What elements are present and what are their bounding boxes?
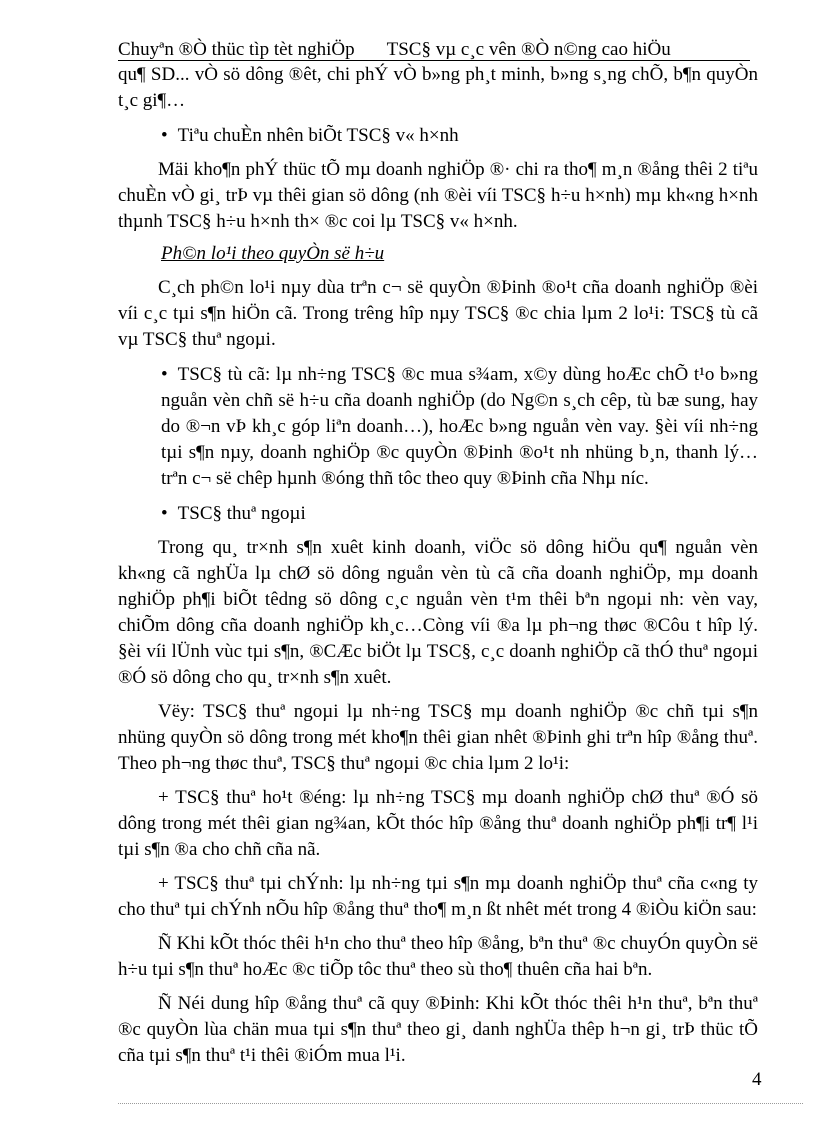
footer-dotted-rule	[118, 1103, 803, 1104]
paragraph-condition-1: Ñ Khi kÕt thóc thêi h¹n cho thuª theo hîp ®ång, bªn thuª ®c chuyÓn quyÒn së h÷u tµi s¶n thuª hoÆc ®c tiÕp tôc thuª theo sù tho¶ thuên cña hai bªn.	[118, 933, 758, 980]
paragraph-production: Trong qu¸ tr×nh s¶n xuêt kinh doanh, viÖc sö dông hiÖu qu¶ nguån vèn kh«ng cã nghÜa lµ chØ sö dông nguån vèn tù cã cña doanh nghiÖp, mµ doanh nghiÖp ph¶i biÕt têdng sö dông c¸c nguån vèn t¹m thêi bªn ngoµi nh: vèn vay, chiÕm dông cña doanh nghiÖp kh¸c…Còng víi ®a lµ ph¬ng thøc ®Côu t hîp lý. §èi víi lÜnh vùc tµi s¶n, ®CÆc biÖt lµ TSC§, c¸c doanh nghiÖp cã thÓ thuª ngoµi ®Ó sö dông cho qu¸ tr×nh s¶n xuêt.	[118, 537, 758, 688]
header-right: TSC§ vµ c¸c vên ®Ò n©ng cao hiÖu	[386, 39, 671, 60]
bullet-owned-assets: • TSC§ tù cã: lµ nh÷ng TSC§ ®c mua s¾am, x©y dùng hoÆc chÕ t¹o b»ng nguån vèn chñ së h÷u cña doanh nghiÖp (do Ng©n s¸ch cêp, tù bæ sung, hay do ®¬n vÞ kh¸c góp liªn doanh…), hoÆc b»ng nguån vèn vay. §èi víi nh÷ng tµi s¶n nµy, doanh nghiÖp ®c quyÒn ®Þinh ®o¹t nh nhüng b¸n, thanh lý… trªn c¬ së chêp hµnh ®óng thñ tôc theo quy ®Þinh cña Nhµ níc.	[118, 362, 758, 492]
paragraph-ownership: C¸ch ph©n lo¹i nµy dùa trªn c¬ së quyÒn ®Þinh ®o¹t cña doanh nghiÖp ®èi víi c¸c tµi s¶n hiÖn cã. Trong trêng hîp nµy TSC§ ®c chia lµm 2 lo¹i: TSC§ tù cã vµ TSC§ thuª ngoµi.	[118, 277, 758, 350]
paragraph-condition-2: Ñ Néi dung hîp ®ång thuª cã quy ®Þinh: Khi kÕt thóc thêi h¹n thuª, bªn thuª ®c quyÒn lùa chän mua tµi s¶n thuª theo gi¸ danh nghÜa thêp h¬n gi¸ trÞ thüc tÕ cña tµi s¶n thuª t¹i thêi ®iÓm mua l¹i.	[118, 993, 758, 1066]
paragraph-criteria: Mäi kho¶n phÝ thüc tÕ mµ doanh nghiÖp ®· chi ra tho¶ m¸n ®ång thêi 2 tiªu chuÈn vÒ gi¸ trÞ vµ thêi gian sö dông (nh ®èi víi TSC§ h÷u h×nh) mµ kh«ng h×nh thµnh TSC§ h÷u h×nh th× ®c coi lµ TSC§ v« h×nh.	[118, 159, 758, 232]
paragraph-finance-lease: + TSC§ thuª tµi chÝnh: lµ nh÷ng tµi s¶n mµ doanh nghiÖp thuª cña c«ng ty cho thuª tµi chÝnh nÕu hîp ®ång thuª tho¶ m¸n ßt nhêt mét trong 4 ®iÒu kiÖn sau:	[118, 873, 758, 920]
running-header	[118, 39, 748, 61]
intro-paragraph: qu¶ SD... vÒ sö dông ®êt, chi phÝ vÒ b»ng ph¸t minh, b»ng s¸ng chÕ, b¶n quyÒn t¸c gi¶…	[118, 64, 758, 111]
header-rule	[118, 60, 750, 61]
section-heading-ownership: Ph©n lo¹i theo quyÒn së h÷u	[161, 243, 385, 264]
bullet-leased-assets: • TSC§ thuª ngoµi	[118, 501, 758, 527]
paragraph-operating-lease: + TSC§ thuª ho¹t ®éng: lµ nh÷ng TSC§ mµ doanh nghiÖp chØ thuª ®Ó sö dông trong mét thêi gian ng¾an, kÕt thóc hîp ®ång thuª doanh nghiÖp ph¶i tr¶ l¹i tµi s¶n ®a cho chñ cña nã.	[118, 787, 758, 860]
header-left: Chuyªn ®Ò thüc tìp tèt nghiÖp	[118, 39, 355, 60]
bullet-intangible-criteria: • Tiªu chuÈn nhên biÕt TSC§ v« h×nh	[118, 123, 758, 149]
body-text	[118, 62, 758, 1069]
paragraph-definition: Vëy: TSC§ thuª ngoµi lµ nh÷ng TSC§ mµ doanh nghiÖp ®c chñ tµi s¶n nhüng quyÒn sö dông trong mét kho¶n thêi gian nhêt ®Þinh ghi trªn hîp ®ång thuª. Theo ph¬ng thøc thuª, TSC§ thuª ngoµi ®c chia lµm 2 lo¹i:	[118, 701, 758, 774]
page-number: 4	[752, 1069, 762, 1090]
